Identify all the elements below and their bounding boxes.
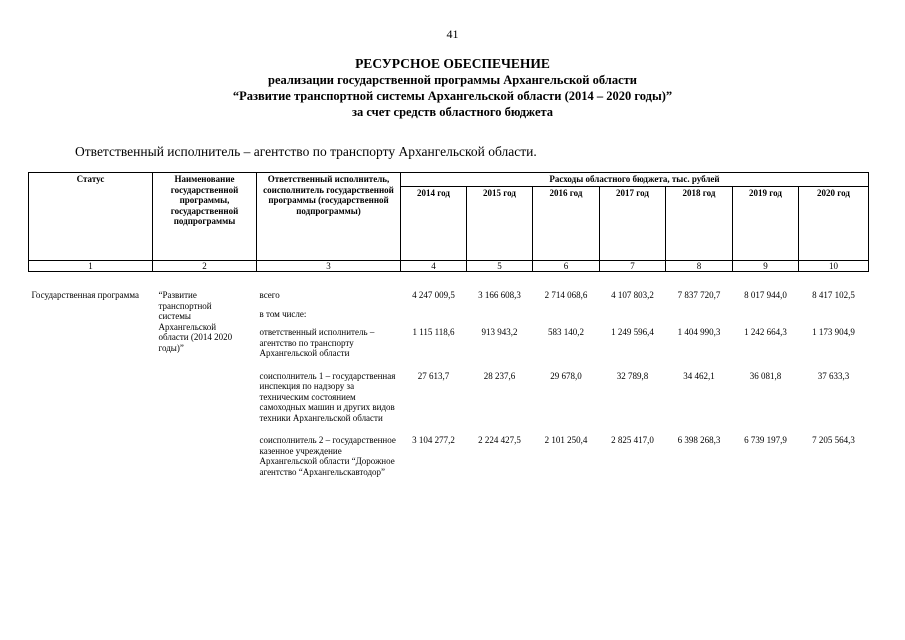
value-cell: 2 101 250,4 <box>544 435 588 445</box>
value-cell: 29 678,0 <box>550 370 582 381</box>
value-cell: 6 398 268,3 <box>677 435 721 445</box>
column-number: 3 <box>257 260 401 272</box>
column-number: 7 <box>600 260 666 272</box>
header-executor: Ответственный исполнитель, соисполнитель государственной программы (государственной подпрограммы) <box>257 173 401 261</box>
resource-table-container <box>28 172 868 477</box>
row-label: ответственный исполнитель – агентство по транспорту Архангельской области <box>259 327 375 358</box>
value-cell: 913 943,2 <box>481 327 518 337</box>
row-label: в том числе: <box>259 308 307 319</box>
header-expenses: Расходы областного бюджета, тыс. рублей <box>401 173 869 187</box>
column-number: 6 <box>533 260 600 272</box>
column-number: 5 <box>467 260 533 272</box>
value-cell: 3 104 277,2 <box>412 435 455 445</box>
table-row-total <box>29 290 869 301</box>
responsible-executor-line: Ответственный исполнитель – агентство по транспорту Архангельской области. <box>75 144 537 159</box>
header-year: 2017 год <box>600 186 666 260</box>
title-line-2: реализации государственной программы Архангельской области <box>268 73 637 87</box>
header-year: 2018 год <box>666 186 733 260</box>
value-cell: 32 789,8 <box>616 370 649 381</box>
row-label: соисполнитель 1 – государственная инспекция по надзору за техническим состоянием самоходных машин и других видов техники Архангельской области <box>259 370 396 423</box>
title-line-4: за счет средств областного бюджета <box>351 105 554 119</box>
column-number: 8 <box>666 260 733 272</box>
value-cell: 3 166 608,3 <box>478 290 521 300</box>
value-cell: 1 115 118,6 <box>412 327 455 337</box>
value-cell: 7 837 720,7 <box>677 290 721 300</box>
row-label: всего <box>259 290 280 300</box>
value-cell: 7 205 564,3 <box>812 435 855 445</box>
value-cell: 28 237,6 <box>483 370 516 381</box>
status-cell: Государственная программа <box>31 290 139 300</box>
value-cell: 4 107 803,2 <box>611 290 654 300</box>
value-cell: 6 739 197,9 <box>744 435 787 445</box>
column-number: 9 <box>733 260 799 272</box>
program-name-cell: “Развитие транспортной системы Архангельской области (2014 2020 годы)” <box>158 290 233 353</box>
header-year: 2016 год <box>533 186 600 260</box>
header-year: 2020 год <box>799 186 869 260</box>
value-cell: 583 140,2 <box>548 327 584 337</box>
column-number: 4 <box>401 260 467 272</box>
value-cell: 1 249 596,4 <box>611 327 654 337</box>
value-cell: 34 462,1 <box>683 370 715 381</box>
resource-table <box>28 172 869 477</box>
page-number: 41 <box>446 27 459 41</box>
header-status: Статус <box>29 173 153 261</box>
value-cell: 2 224 427,5 <box>478 435 521 445</box>
value-cell: 8 017 944,0 <box>744 290 787 300</box>
value-cell: 8 417 102,5 <box>812 290 855 300</box>
value-cell: 2 714 068,6 <box>544 290 588 300</box>
row-label: соисполнитель 2 – государственное казенное учреждение Архангельской области “Дорожное агентство “Архангельскавтодор” <box>259 435 396 477</box>
column-number: 10 <box>799 260 869 272</box>
title-line-1: РЕСУРСНОЕ ОБЕСПЕЧЕНИЕ <box>355 56 550 71</box>
title-line-3: “Развитие транспортной системы Архангельской области (2014 – 2020 годы)” <box>232 89 673 103</box>
value-cell: 37 633,3 <box>817 370 850 381</box>
value-cell: 4 247 009,5 <box>412 290 455 300</box>
header-year: 2019 год <box>733 186 799 260</box>
column-number: 2 <box>153 260 257 272</box>
value-cell: 27 613,7 <box>417 370 450 381</box>
value-cell: 1 173 904,9 <box>812 327 855 337</box>
value-cell: 1 404 990,3 <box>677 327 721 337</box>
value-cell: 1 242 664,3 <box>744 327 787 337</box>
document-title <box>0 56 905 120</box>
value-cell: 36 081,8 <box>749 370 782 381</box>
header-year: 2015 год <box>467 186 533 260</box>
column-number: 1 <box>29 260 153 272</box>
header-year: 2014 год <box>401 186 467 260</box>
value-cell: 2 825 417,0 <box>611 435 654 445</box>
header-program-name: Наименование государственной программы, государственной подпрограммы <box>153 173 257 261</box>
